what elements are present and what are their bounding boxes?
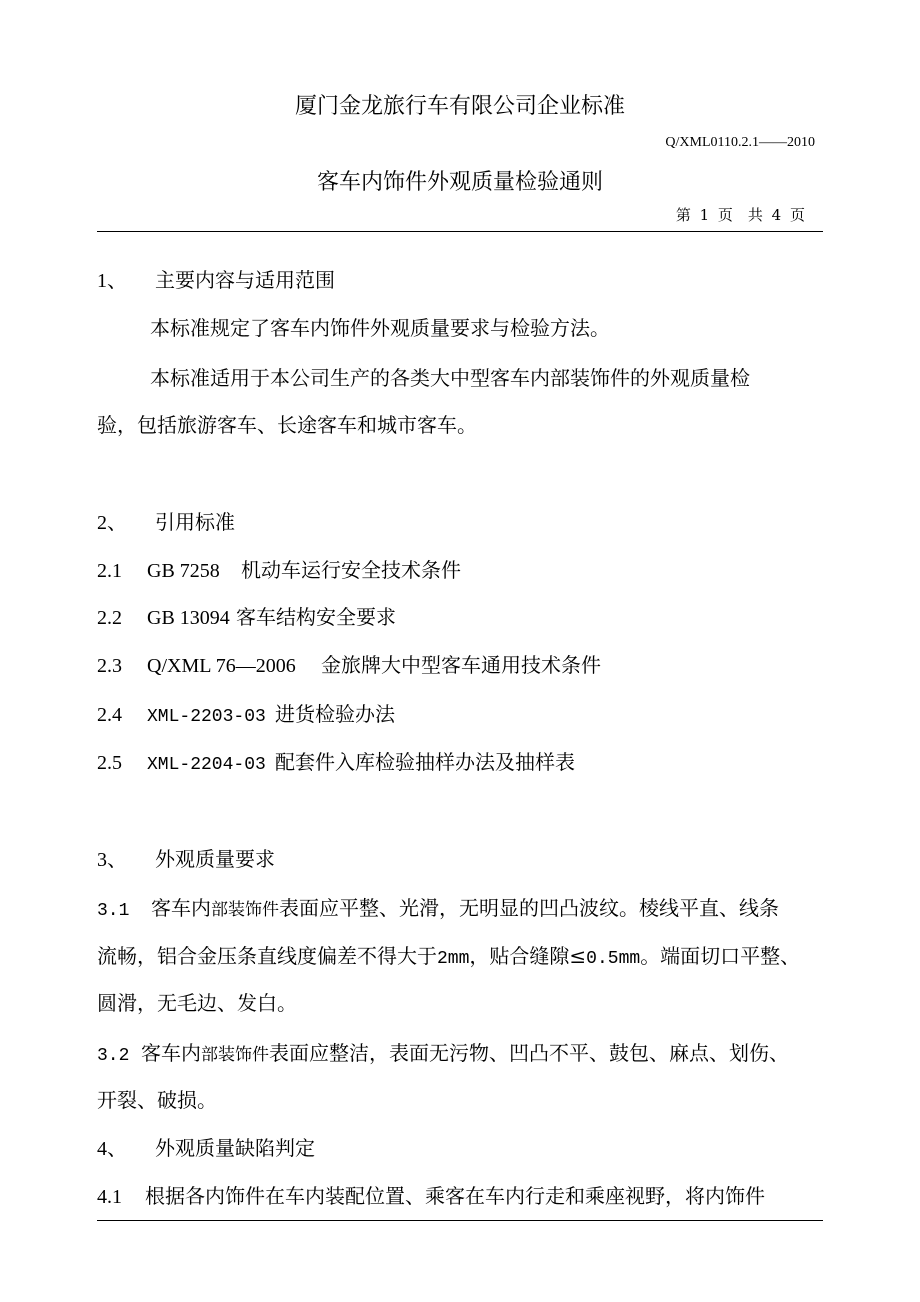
reference-title: 客车结构安全要求 [236, 605, 396, 629]
clause-3-1-line-3: 圆滑，无毛边、发白。 [97, 991, 297, 1015]
clause-text: 表面应平整、光滑，无明显的凹凸波纹。棱线平直、线条 [279, 896, 779, 920]
clause-text: 流畅，铝合金压条直线度偏差不得大于 [97, 944, 437, 968]
reference-number: 2.3 [97, 655, 122, 677]
section-heading-text: 引用标准 [155, 510, 235, 534]
section-3-heading [97, 849, 275, 870]
clause-3-2-line-1 [97, 1043, 789, 1065]
clause-3-1-line-2 [97, 946, 800, 968]
footer-divider [97, 1220, 823, 1221]
clause-text: 表面应整洁，表面无污物、凹凸不平、鼓包、麻点、划伤、 [269, 1041, 789, 1065]
section-heading-text: 外观质量缺陷判定 [155, 1136, 315, 1160]
section-1-paragraph-1: 本标准规定了客车内饰件外观质量要求与检验方法。 [150, 316, 610, 340]
clause-4-1-line-1 [97, 1186, 765, 1207]
section-number: 2、 [97, 512, 127, 534]
document-title: 客车内饰件外观质量检验通则 [316, 170, 603, 195]
reference-title: 金旅牌大中型客车通用技术条件 [321, 653, 601, 677]
clause-text: ，贴合缝隙≤ [469, 944, 587, 968]
reference-item [97, 704, 395, 726]
clause-3-1-line-1 [97, 898, 779, 920]
section-number: 4、 [97, 1138, 127, 1160]
reference-item [97, 607, 396, 628]
reference-code: XML-2204-03 [147, 755, 266, 775]
reference-number: 2.4 [97, 704, 122, 726]
clause-text: 根据各内饰件在车内装配位置、乘客在车内行走和乘座视野，将内饰件 [145, 1184, 765, 1208]
clause-3-2-line-2: 开裂、破损。 [97, 1088, 217, 1112]
reference-item [97, 560, 461, 581]
reference-item [97, 655, 601, 676]
reference-number: 2.5 [97, 752, 122, 774]
reference-code: XML-2203-03 [147, 707, 266, 727]
company-standard-title: 厦门金龙旅行车有限公司企业标准 [294, 94, 625, 119]
header-divider [97, 231, 823, 232]
standard-code: Q/XML0110.2.1——2010 [665, 135, 815, 150]
clause-text: 。端面切口平整、 [640, 944, 801, 968]
reference-code: GB 13094 [147, 607, 230, 629]
section-heading-text: 外观质量要求 [155, 847, 275, 871]
clause-text: 客车内 [151, 896, 211, 920]
section-heading-text: 主要内容与适用范围 [155, 268, 335, 292]
clause-text-small: 部装饰件 [201, 1045, 269, 1065]
clause-number: 3.1 [97, 901, 130, 921]
section-1-heading [97, 270, 335, 291]
section-number: 3、 [97, 849, 127, 871]
reference-code: GB 7258 [147, 560, 220, 582]
reference-number: 2.1 [97, 560, 122, 582]
clause-text: 客车内 [141, 1041, 201, 1065]
clause-value: 2mm [437, 949, 470, 969]
section-4-heading [97, 1138, 315, 1159]
reference-title: 进货检验办法 [275, 702, 395, 726]
clause-number: 3.2 [97, 1046, 130, 1066]
reference-code: Q/XML 76—2006 [147, 655, 296, 677]
reference-number: 2.2 [97, 607, 122, 629]
page-number-info: 第 1 页 共 4 页 [675, 206, 805, 224]
reference-title: 配套件入库检验抽样办法及抽样表 [275, 750, 575, 774]
section-1-paragraph-2-line-1: 本标准适用于本公司生产的各类大中型客车内部装饰件的外观质量检 [150, 366, 750, 390]
section-number: 1、 [97, 270, 127, 292]
clause-text-small: 部装饰件 [211, 900, 279, 920]
clause-value: 0.5mm [586, 949, 641, 969]
section-2-heading [97, 512, 235, 533]
reference-title: 机动车运行安全技术条件 [241, 558, 461, 582]
clause-number: 4.1 [97, 1186, 122, 1208]
section-1-paragraph-2-line-2: 验，包括旅游客车、长途客车和城市客车。 [97, 413, 477, 437]
reference-item [97, 752, 575, 774]
